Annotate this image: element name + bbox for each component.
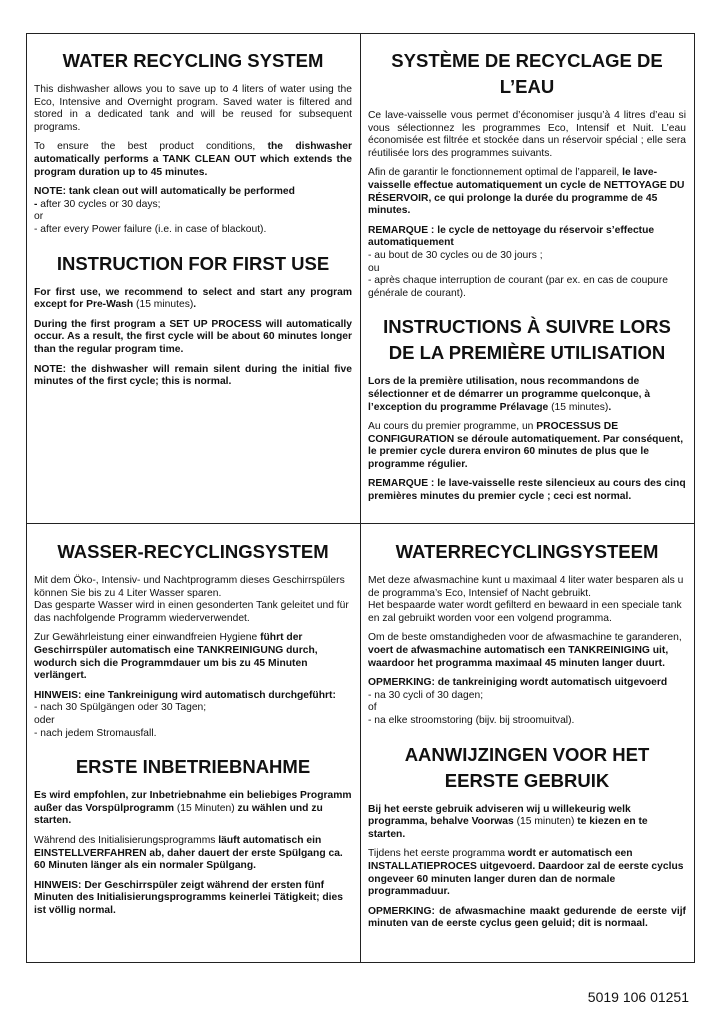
tank-clean-bold-de: führt der Geschirrspüler automatisch eine TANKREINIGUNG durch, wodurch sich die Programmdauer um bis zu 45 Minuten verlängert. — [34, 632, 318, 682]
horizontal-divider — [27, 523, 694, 524]
first-use-bold-fr: Lors de la première utilisation, nous recommandons de sélectionner et de démarrer un programme quelconque, à l’exception du programme Prélavage — [368, 376, 651, 413]
silent-note-de — [34, 880, 352, 918]
title-first-use-en: INSTRUCTION FOR FIRST USE — [56, 252, 330, 274]
note-list-nl: - na 30 cycli of 30 dagen; of - na elke stroomstoring (bijv. bij stroomuitval). — [368, 689, 575, 726]
tank-clean-paragraph-de — [34, 632, 352, 682]
silent-note-en — [34, 364, 352, 389]
first-use-duration-de: (15 Minuten) — [174, 802, 238, 814]
first-use-tail-nl: te kiezen en te starten. — [368, 816, 648, 840]
intro-paragraph-nl: Met deze afwasmachine kunt u maximaal 4 liter water besparen als u de programma’s Eco, Intensief of Nacht gebruikt. Het bespaarde water wordt gefilterd en bewaard in een speciale tank en zal gebruikt worden voor een volgend programma. — [368, 575, 684, 624]
setup-lead-en: During the first program a — [34, 318, 170, 330]
tank-clean-lead-en: To ensure the best product conditions, — [34, 141, 268, 153]
note-title-fr: REMARQUE : le cycle de nettoyage du réservoir s’effectue automatiquement — [368, 224, 655, 249]
first-use-bold-nl: Bij het eerste gebruik adviseren wij u willekeurig welk programma, behalve Voorwas — [368, 803, 631, 828]
note-title-de: HINWEIS: eine Tankreinigung wird automatisch durchgeführt: — [34, 689, 336, 701]
section-french — [368, 48, 686, 511]
title-first-use-de: ERSTE INBETRIEBNAHME — [75, 756, 311, 778]
tank-clean-lead-fr: Afin de garantir le fonctionnement optimal de l’appareil, — [368, 167, 623, 179]
silent-note-nl — [368, 906, 686, 931]
note-list-fr: - au bout de 30 cycles ou de 30 jours ; ou - après chaque interruption de courant (par ex. en cas de coupure générale de courant). — [368, 249, 668, 299]
intro-paragraph-fr: Ce lave-vaisselle vous permet d’économiser jusqu’à 4 litres d’eau si vous sélectionnez les programmes Eco, Intensif et Nuit. L’eau économisée est filtrée et stockée dans un réservoir spécial ; elle sera réutilisée lors des programmes suivants. — [368, 110, 686, 159]
silent-note-text-fr: REMARQUE : le lave-vaisselle reste silencieux au cours des cinq premières minutes du premier cycle ; ceci est normal. — [368, 478, 686, 503]
section-english — [34, 48, 352, 396]
first-use-duration-en: (15 minutes) — [133, 299, 194, 311]
title-water-recycling-nl: WATERRECYCLINGSYSTEEM — [395, 541, 659, 562]
setup-paragraph-nl — [368, 848, 686, 898]
setup-lead-fr: Au cours du premier programme, un — [368, 421, 537, 433]
note-en — [34, 186, 352, 236]
intro-paragraph-en: This dishwasher allows you to save up to 4 liters of water using the Eco, Intensive and Overnight program. Saved water is filtered and stored in a dedicated tank and will be reused for subsequent programs. — [34, 84, 352, 133]
silent-note-fr — [368, 478, 686, 503]
title-first-use-nl: AANWIJZINGEN VOOR HET EERSTE GEBRUIK — [404, 743, 650, 791]
tank-clean-bold-nl: voert de afwasmachine automatisch een TANKREINIGING uit, waardoor het programma maximaal 45 minuten langer duurt. — [368, 644, 669, 669]
tank-clean-lead-nl: Om de beste omstandigheden voor de afwasmachine te garanderen, — [368, 632, 682, 644]
setup-process-nl: wordt er automatisch een INSTALLATIEPROCES uitgevoerd. Daardoor zal de eerste cyclus ongeveer 60 minuten langer duren dan de normale programmaduur. — [368, 848, 684, 898]
note-list-de: - nach 30 Spülgängen oder 30 Tagen; oder - nach jedem Stromausfall. — [34, 702, 207, 739]
tank-clean-lead-de: Zur Gewährleistung einer einwandfreien Hygiene — [34, 632, 261, 644]
setup-process-en: SET UP PROCESS — [169, 318, 262, 330]
note-list-en: after 30 cycles or 30 days; or - after every Power failure (i.e. in case of blackout). — [34, 198, 267, 235]
instruction-grid — [26, 33, 695, 963]
section-german — [34, 539, 352, 924]
setup-tail-en: will automatically occur. As a result, the first cycle will be about 60 minutes longer than the regular program time. — [34, 318, 353, 355]
first-use-paragraph-fr — [368, 376, 686, 414]
setup-paragraph-de — [34, 835, 352, 873]
note-title-en: NOTE: tank clean out will automatically be performed — [34, 186, 295, 198]
document-number: 5019 106 01251 — [587, 989, 689, 1005]
first-use-tail-en: . — [193, 299, 197, 311]
tank-clean-paragraph-nl — [368, 632, 686, 670]
first-use-duration-fr: (15 minutes) — [548, 401, 609, 413]
first-use-tail-de: zu wählen und zu starten. — [34, 802, 323, 827]
setup-paragraph-fr — [368, 421, 686, 471]
first-use-duration-nl: (15 minuten) — [513, 816, 578, 828]
setup-process-fr: PROCESSUS DE CONFIGURATION se déroule automatiquement. Par conséquent, le premier cycle durera environ 60 minutes de plus que le programme régulier. — [368, 421, 684, 470]
silent-note-text-nl: OPMERKING: de afwasmachine maakt gedurende de eerste vijf minuten van de eerste cyclus geen geluid; dit is normaal. — [368, 905, 686, 930]
title-water-recycling-fr: SYSTÈME DE RECYCLAGE DE L’EAU — [391, 50, 663, 97]
tank-clean-paragraph-fr — [368, 167, 686, 217]
tank-clean-bold-fr: le lave-vaisselle effectue automatiquement un cycle de NETTOYAGE DU RÉSERVOIR, ce qui prolonge la durée du programme de 45 minutes. — [368, 167, 685, 217]
first-use-paragraph-de — [34, 790, 352, 828]
silent-note-text-de: HINWEIS: Der Geschirrspüler zeigt während der ersten fünf Minuten des Initialisierungsprogramms keinerlei Tätigkeit; dies ist völlig normal. — [34, 879, 343, 916]
title-water-recycling-de: WASSER-RECYCLINGSYSTEM — [57, 541, 329, 562]
first-use-paragraph-en — [34, 287, 352, 312]
vertical-divider — [360, 34, 361, 962]
note-de — [34, 690, 352, 740]
first-use-bold-de: Es wird empfohlen, zur Inbetriebnahme ein beliebiges Programm außer das Vorspülprogramm — [34, 790, 352, 814]
setup-paragraph-en — [34, 319, 352, 357]
setup-lead-nl: Tijdens het eerste programma — [368, 848, 508, 860]
note-dash-en: - — [34, 198, 41, 210]
setup-lead-de: Während des Initialisierungsprogramms — [34, 834, 219, 846]
note-title-nl: OPMERKING: de tankreiniging wordt automatisch uitgevoerd — [368, 677, 668, 689]
setup-process-de: läuft automatisch ein EINSTELLVERFAHREN ab, daher dauert der erste Spülgang ca. 60 Minuten länger als ein normaler Spülgang. — [34, 834, 343, 872]
first-use-paragraph-nl — [368, 804, 686, 842]
tank-clean-paragraph-en — [34, 141, 352, 179]
title-water-recycling-en: WATER RECYCLING SYSTEM — [62, 50, 324, 71]
tank-clean-bold-en: the dishwasher automatically performs a TANK CLEAN OUT which extends the program duration up to 45 minutes. — [34, 141, 352, 178]
first-use-tail-fr: . — [608, 401, 612, 413]
note-nl — [368, 677, 686, 727]
intro-paragraph-de: Mit dem Öko-, Intensiv- und Nachtprogramm dieses Geschirrspülers können Sie bis zu 4 Liter Wasser sparen. Das gesparte Wasser wird in einen gesonderten Tank geleitet und für das nachfolgende Programm wiederverwendet. — [34, 575, 349, 624]
silent-note-text-en: NOTE: the dishwasher will remain silent during the initial five minutes of the first cycle; this is normal. — [34, 363, 352, 388]
first-use-bold-en: For first use, we recommend to select and start any program except for Pre-Wash — [34, 286, 352, 311]
note-fr — [368, 225, 686, 301]
title-first-use-fr: INSTRUCTIONS À SUIVRE LORS DE LA PREMIÈRE UTILISATION — [383, 316, 671, 364]
section-dutch — [368, 539, 686, 938]
